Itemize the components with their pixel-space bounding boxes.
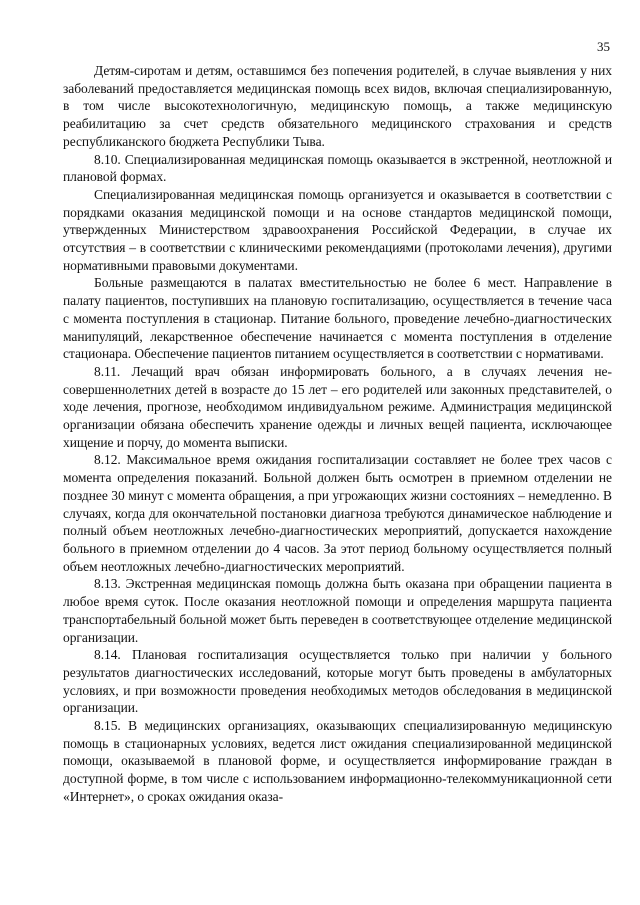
paragraph-8-15: 8.15. В медицинских организациях, оказывающих специализированную медицинскую помощь в стационарных условиях, ведется лист ожидания специализированной медицинской помощи, оказываемой в плановой форме, и осуществляется информирование граждан в доступной форме, в том числе с использованием информационно-телекоммуникационной сети «Интернет», о сроках ожидания оказа- [63,718,612,804]
paragraph-8-14: 8.14. Плановая госпитализация осуществляется только при наличии у больного результатов диагностических исследований, которые могут быть проведены в амбулаторных условиях, и при возможности проведения необходимых методов обследования в медицинской организации. [63,647,612,716]
document-body [63,62,612,806]
paragraph-orphans-care: Детям-сиротам и детям, оставшимся без попечения родителей, в случае выявления у них заболеваний предоставляется медицинская помощь всех видов, включая специализированную, в том числе высокотехнологичную, медицинскую помощь, а также медицинскую реабилитацию за счет средств обязательного медицинского страхования и средств республиканского бюджета Республики Тыва. [63,63,612,149]
page-number: 35 [597,39,610,54]
paragraph-8-10: 8.10. Специализированная медицинская помощь оказывается в экстренной, неотложной и плановой формах. [63,151,612,185]
paragraph-ward-placement: Больные размещаются в палатах вместительностью не более 6 мест. Направление в палату пациентов, поступивших на плановую госпитализацию, осуществляется в течение часа с момента поступления в стационар. Питание больного, проведение лечебно-диагностических манипуляций, лекарственное обеспечение начинается с момента поступления в отделение стационара. Обеспечение пациентов питанием осуществляется в соответствии с нормативами. [63,275,612,362]
paragraph-8-11: 8.11. Лечащий врач обязан информировать больного, а в случаях лечения несовершеннолетних детей в возрасте до 15 лет – его родителей или законных представителей, о ходе лечения, прогнозе, необходимом индивидуальном режиме. Администрация медицинской организации обязана обеспечить хранение одежды и личных вещей пациента, исключающее хищение и порчу, до момента выписки. [63,363,612,450]
paragraph-8-13: 8.13. Экстренная медицинская помощь должна быть оказана при обращении пациента в любое время суток. После оказания неотложной помощи и определения маршрута пациента транспортабельный больной может быть переведен в соответствующее отделение медицинской организации. [63,576,612,645]
paragraph-8-12: 8.12. Максимальное время ожидания госпитализации составляет не более трех часов с момента определения показаний. Больной должен быть осмотрен в приемном отделении не позднее 30 минут с момента обращения, а при угрожающих жизни состояниях – немедленно. В случаях, когда для окончательной постановки диагноза требуются динамическое наблюдение и полный объем неотложных лечебно-диагностических мероприятий, допускается нахождение больного в приемном отделении до 4 часов. За этот период больному осуществляется полный объем неотложных лечебно-диагностических мероприятий. [63,452,612,574]
paragraph-specialized-care: Специализированная медицинская помощь организуется и оказывается в соответствии с порядками оказания медицинской помощи и на основе стандартов медицинской помощи, утвержденных Министерством здравоохранения Российской Федерации, в случае их отсутствия – в соответствии с клиническими рекомендациями (протоколами лечения), другими нормативными правовыми документами. [63,186,612,273]
